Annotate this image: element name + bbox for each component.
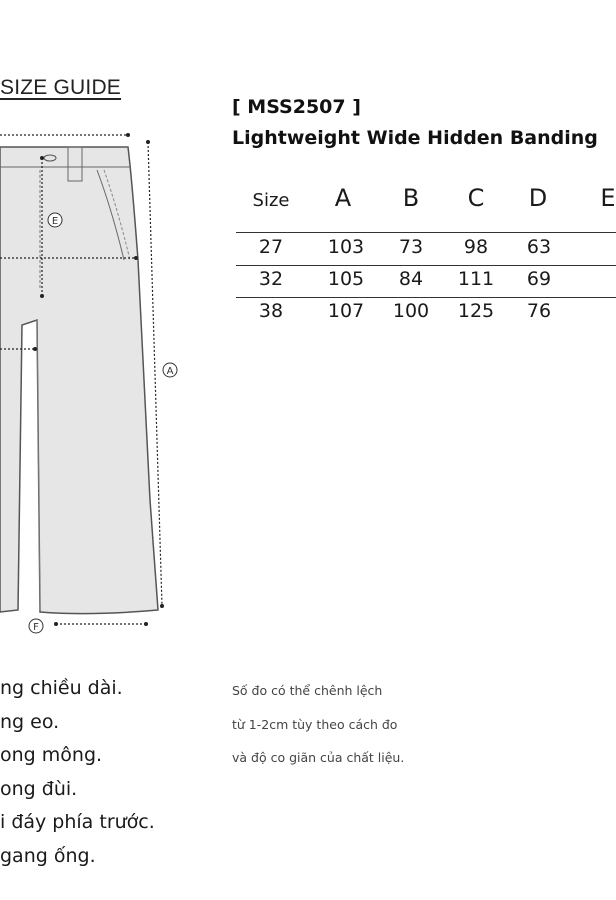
disclaimer-line: và độ co giãn của chất liệu. [232, 750, 405, 765]
table-row [236, 232, 616, 264]
column-header: E [600, 184, 616, 212]
table-cell: 38 [258, 300, 284, 322]
pants-diagram [0, 120, 200, 640]
table-cell: 63 [526, 236, 552, 258]
size-table [236, 180, 616, 328]
table-cell: 100 [392, 300, 430, 322]
table-row [236, 264, 616, 296]
column-header: B [402, 184, 420, 212]
disclaimer-line: Số đo có thể chênh lệch [232, 683, 383, 698]
measurement-notes [0, 672, 155, 873]
table-cell: 103 [327, 236, 365, 258]
table-cell: 27 [258, 236, 284, 258]
disclaimer-notes [232, 674, 404, 775]
table-cell: 111 [457, 268, 495, 290]
marker-f-label: F [33, 622, 39, 633]
column-header: D [528, 184, 548, 212]
table-cell: 107 [327, 300, 365, 322]
table-row [236, 296, 616, 328]
table-cell: 105 [327, 268, 365, 290]
product-code: [ MSS2507 ] [232, 96, 361, 118]
size-guide-title: SIZE GUIDE [0, 76, 122, 99]
table-cell: 125 [457, 300, 495, 322]
note-line: ng eo. [0, 710, 60, 733]
note-line: ong mông. [0, 744, 103, 766]
product-name: Lightweight Wide Hidden Banding [232, 127, 598, 149]
disclaimer-line: từ 1-2cm tùy theo cách đo [232, 716, 398, 732]
table-header-row [236, 180, 616, 232]
marker-e-label: E [51, 216, 59, 227]
note-line: i đáy phía trước. [0, 811, 155, 833]
table-cell: 98 [463, 236, 489, 258]
column-header: C [467, 184, 485, 212]
note-line: ong đùi. [0, 777, 78, 800]
column-header: A [334, 184, 352, 212]
note-line: gang ống. [0, 844, 96, 867]
pants-outline [0, 147, 158, 614]
column-header: Size [252, 190, 290, 211]
note-line: ng chiều dài. [0, 677, 123, 699]
marker-a-label: A [166, 366, 174, 377]
table-cell: 32 [258, 268, 284, 290]
table-cell: 73 [398, 236, 424, 258]
table-cell: 84 [398, 268, 424, 290]
table-cell: 76 [526, 300, 552, 322]
table-cell: 69 [526, 268, 552, 290]
